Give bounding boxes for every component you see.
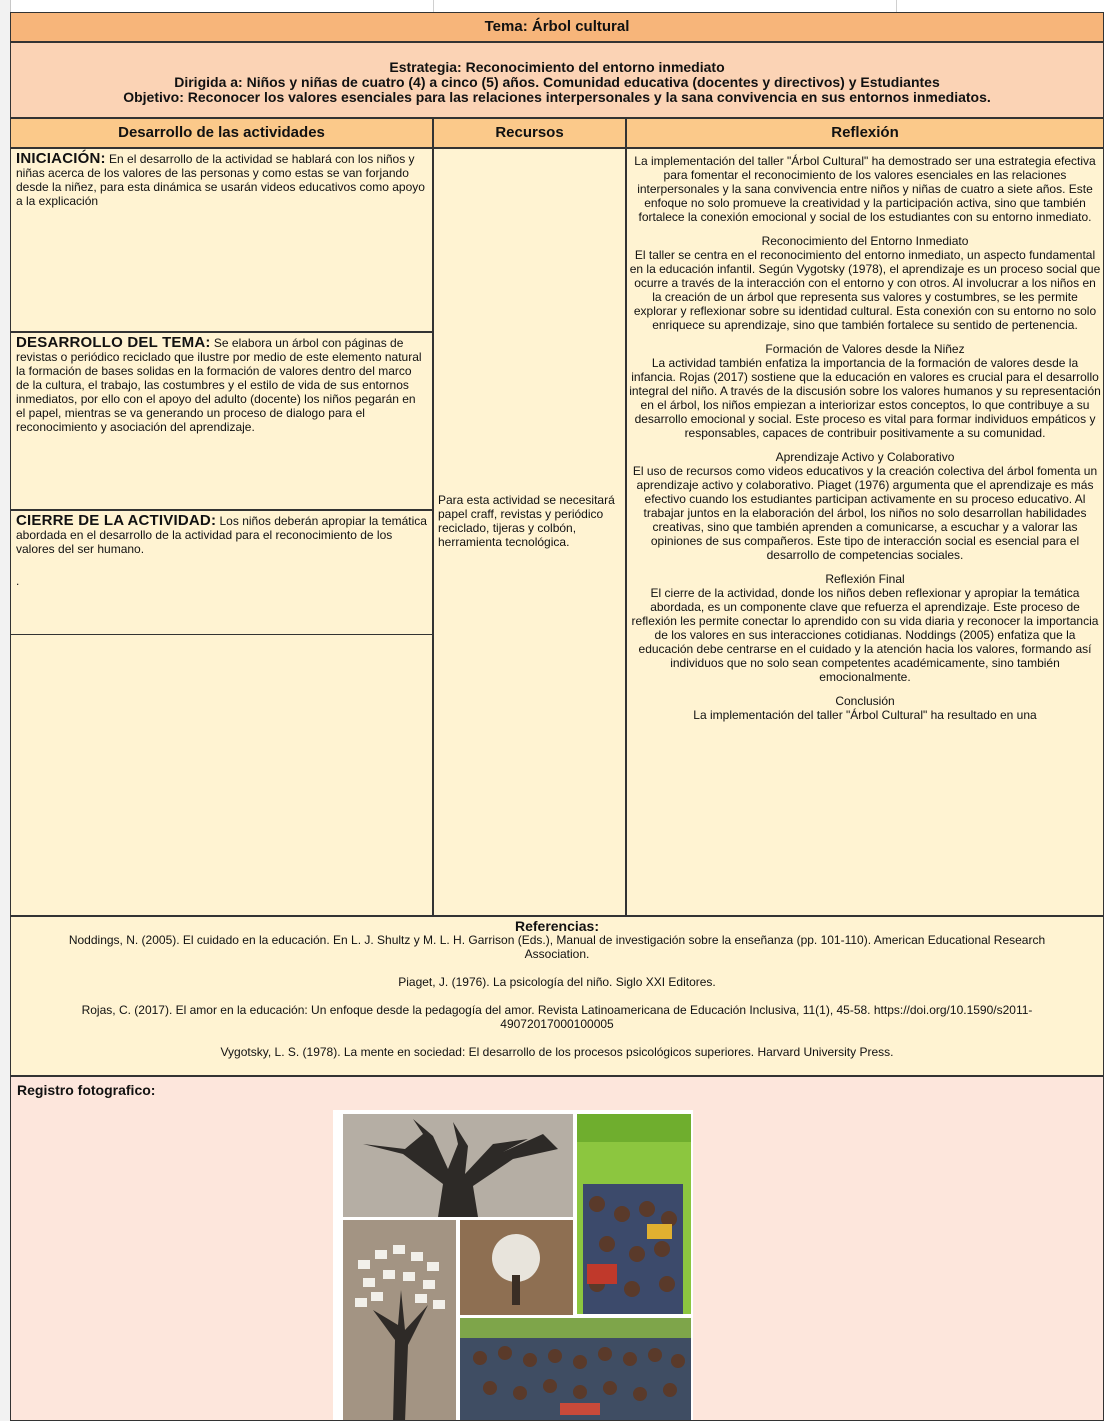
header-activities-label: Desarrollo de las actividades: [118, 124, 325, 141]
activity-development-cell[interactable]: [10, 332, 433, 510]
photo-collage[interactable]: [333, 1110, 693, 1421]
reference-item: Rojas, C. (2017). El amor en la educación: Un enfoque desde la pedagogía del amor. Revista Latinoamericana de Educación Inclusiva, 11(1), 45-58. https://doi.org/10.1590/s2011-49072017000100005: [81, 1003, 1033, 1031]
theme-title-cell[interactable]: [10, 12, 1104, 42]
closing-label: CIERRE DE LA ACTIVIDAD:: [16, 512, 217, 529]
reflection-paragraph: La implementación del taller "Árbol Cultural" ha demostrado ser una estrategia efectiva para fomentar el reconocimiento de los valores esenciales en las relaciones interpersonales y la sana convivencia entre niños y niñas de cuatro a siete años. Este enfoque no solo promueve la creatividad y la participación activa, sino que también fortalece la conexión emocional y social de los estudiantes con su entorno inmediato.: [634, 154, 1096, 224]
header-reflection-label: Reflexión: [831, 124, 899, 141]
reflection-paragraph: Formación de Valores desde la Niñez La actividad también enfatiza la importancia de la formación de valores desde la infancia. Rojas (2017) sostiene que la educación en valores es crucial para el desarrollo integral del niño. A través de la discusión sobre los valores humanos y su representación en el árbol, los niños empiezan a interiorizar estos conceptos, lo que contribuye a su desarrollo emocional y social. Este proceso es vital para formar individuos empáticos y responsables, capaces de contribuir positivamente a su comunidad.: [629, 342, 1101, 440]
references-title: Referencias:: [514, 918, 600, 934]
resources-text: Para esta actividad se necesitará papel craff, revistas y periódico reciclado, tijeras y colbón, herramienta tecnológica.: [438, 493, 615, 549]
reflection-paragraph: Reflexión Final El cierre de la actividad, donde los niños deben reflexionar y apropiar la temática abordada, es un componente clave que refuerza el aprendizaje. Este proceso de reflexión les permite conectar lo aprendido con su vida diaria y reconocer la importancia de los valores en sus interacciones cotidianas. Noddings (2005) enfatiza que la educación debe centrarse en el cuidado y la atención hacia los valores, formando así individuos que no solo sean competentes académicamente, sino también emocionalmente.: [631, 572, 1099, 684]
reflection-paragraph: Conclusión La implementación del taller "Árbol Cultural" ha resultado en una: [693, 694, 1037, 722]
resources-cell[interactable]: [433, 148, 626, 916]
theme-title: Tema: Árbol cultural: [484, 18, 630, 35]
closing-text: Los niños deberán apropiar la temática abordada en el desarrollo de la actividad para el reconocimiento de los valores del ser humano.: [16, 514, 427, 556]
references-cell[interactable]: [10, 916, 1104, 1076]
tree-silhouette-photo: [343, 1114, 573, 1217]
development-label: DESARROLLO DEL TEMA:: [16, 334, 211, 351]
photo-register-title: Registro fotografico:: [17, 1082, 156, 1098]
classroom-photo: [577, 1114, 691, 1314]
column-gridline: [433, 0, 434, 12]
activity-initiation-cell[interactable]: [10, 148, 433, 332]
photo-register-cell[interactable]: [10, 1076, 1104, 1421]
small-tree-photo: [460, 1220, 573, 1315]
stray-dot: .: [16, 574, 20, 588]
header-resources[interactable]: [433, 118, 626, 148]
header-reflection[interactable]: [626, 118, 1104, 148]
reference-item: Vygotsky, L. S. (1978). La mente en sociedad: El desarrollo de los procesos psicológicos superiores. Harvard University Press.: [220, 1045, 894, 1059]
reflection-paragraph: Aprendizaje Activo y Colaborativo El uso de recursos como videos educativos y la creación colectiva del árbol fomenta un aprendizaje activo y colaborativo. Piaget (1976) argumenta que el aprendizaje es más efectivo cuando los estudiantes participan activamente en su proceso educativo. Al trabajar juntos en la elaboración del árbol, los niños no solo desarrollan habilidades creativas, sino que también aprenden a comunicarse, a escuchar y a valorar las opiniones de sus compañeros. Este tipo de interacción social es esencial para el desarrollo de competencias sociales.: [632, 450, 1098, 562]
reference-item: Noddings, N. (2005). El cuidado en la educación. En L. J. Shultz y M. L. H. Garrison (Eds.), Manual de investigación sobre la enseñanza (pp. 101-110). American Educational Research Association.: [68, 933, 1046, 961]
reference-item: Piaget, J. (1976). La psicología del niño. Siglo XXI Editores.: [398, 975, 716, 989]
target-line: Dirigida a: Niños y niñas de cuatro (4) a cinco (5) años. Comunidad educativa (docentes y directivos) y Estudiantes: [174, 74, 940, 90]
reflection-paragraph: Reconocimiento del Entorno Inmediato El taller se centra en el reconocimiento del entorno inmediato, un aspecto fundamental en la educación infantil. Según Vygotsky (1978), el aprendizaje es un proceso social que ocurre a través de la interacción con el entorno y con otros. Al involucrar a los niños en la creación de un árbol que representa sus valores y costumbres, se les permite explorar y reflexionar sobre su identidad cultural. Esta conexión con su entorno no solo enriquece su aprendizaje, sino que también fortalece su sentido de pertenencia.: [629, 234, 1101, 332]
column-gridline: [896, 0, 897, 12]
activity-closing-cell[interactable]: [10, 510, 433, 635]
development-text: Se elabora un árbol con páginas de revistas o periódico reciclado que ilustre por medio de este elemento natural la formación de bases solidas en la formación de valores dentro del marco de la cultura, el trabajo, las costumbres y el estilo de vida de sus entornos inmediatos, por ello con el apoyo del adulto (docente) los niños pegarán en el papel, mientras se va generando un proceso de dialogo para el reconocimiento y asociación del aprendizaje.: [16, 336, 422, 434]
reflection-cell[interactable]: [626, 148, 1104, 916]
objective-line: Objetivo: Reconocer los valores esenciales para las relaciones interpersonales y la sana convivencia en sus entornos inmediatos.: [123, 89, 991, 105]
strategy-line: Estrategia: Reconocimiento del entorno inmediato: [389, 59, 725, 75]
activity-empty-cell[interactable]: [10, 635, 433, 916]
initiation-text: En el desarrollo de la actividad se hablará con los niños y niñas acerca de los valores de las personas y como estas se van forjando desde la niñez, para esta dinámica se usarán videos educativos como apoyo a la explicación: [16, 152, 425, 208]
strategy-cell[interactable]: [10, 42, 1104, 118]
children-group-photo: [460, 1318, 691, 1421]
initiation-label: INICIACIÓN:: [16, 150, 106, 167]
paper-leaf-tree-photo: [343, 1220, 456, 1421]
header-activities[interactable]: [10, 118, 433, 148]
header-resources-label: Recursos: [495, 124, 564, 141]
